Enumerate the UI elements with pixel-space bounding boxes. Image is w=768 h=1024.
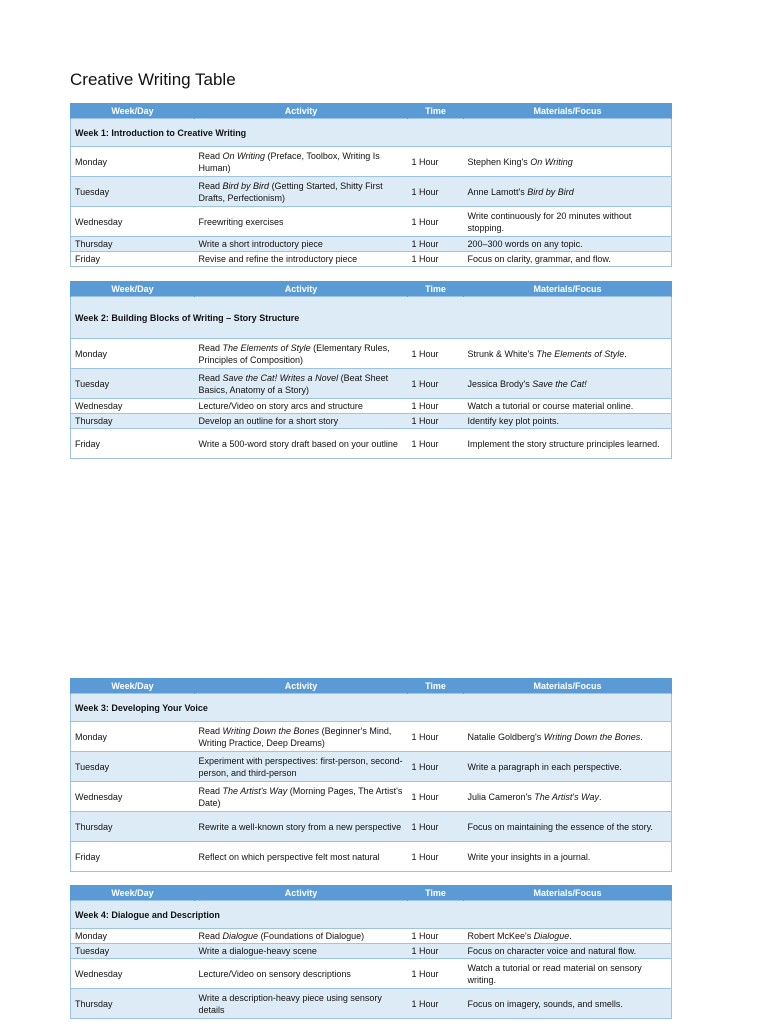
text-run: Anne Lamott's bbox=[467, 186, 528, 197]
text-run: Experiment with perspectives: first-person, second-person, and third-person bbox=[198, 755, 403, 778]
text-run: (Getting Started, Shitty First Drafts, Perfectionism) bbox=[198, 180, 383, 203]
table-row bbox=[71, 177, 672, 207]
text-run: Develop an outline for a short story bbox=[198, 416, 339, 426]
time-cell: 1 Hour bbox=[408, 944, 464, 959]
table-row bbox=[71, 207, 672, 237]
week-title: Week 4: Dialogue and Description bbox=[71, 901, 672, 929]
focus-cell bbox=[464, 429, 672, 459]
focus-cell bbox=[464, 177, 672, 207]
text-run: Focus on imagery, sounds, and smells. bbox=[467, 998, 623, 1009]
day-cell: Monday bbox=[71, 147, 195, 177]
time-cell: 1 Hour bbox=[408, 399, 464, 414]
text-run: . bbox=[624, 348, 627, 359]
week-table bbox=[70, 281, 672, 459]
book-title: The Elements of Style bbox=[222, 342, 311, 353]
activity-cell bbox=[195, 369, 408, 399]
book-title: The Elements of Style bbox=[536, 348, 625, 359]
activity-cell bbox=[195, 782, 408, 812]
time-cell: 1 Hour bbox=[408, 782, 464, 812]
week-title-row bbox=[71, 119, 672, 147]
text-run: Watch a tutorial or read material on sensory writing. bbox=[467, 962, 642, 985]
book-title: The Artist's Way bbox=[222, 785, 288, 796]
focus-cell bbox=[464, 842, 672, 872]
text-run: Focus on maintaining the essence of the story. bbox=[467, 821, 653, 832]
activity-cell bbox=[195, 207, 408, 237]
text-run: Write a 500-word story draft based on your outline bbox=[198, 438, 398, 449]
table-row bbox=[71, 429, 672, 459]
day-cell: Tuesday bbox=[71, 752, 195, 782]
book-title: Dialogue bbox=[222, 931, 259, 941]
day-cell: Wednesday bbox=[71, 782, 195, 812]
text-run: Rewrite a well-known story from a new perspective bbox=[198, 821, 402, 832]
table-row bbox=[71, 959, 672, 989]
focus-cell bbox=[464, 929, 672, 944]
week-title: Week 2: Building Blocks of Writing – Story Structure bbox=[71, 297, 672, 339]
column-header: Materials/Focus bbox=[464, 885, 672, 901]
time-cell: 1 Hour bbox=[408, 842, 464, 872]
activity-cell bbox=[195, 177, 408, 207]
day-cell: Wednesday bbox=[71, 959, 195, 989]
text-run: Identify key plot points. bbox=[467, 416, 560, 426]
book-title: On Writing bbox=[530, 156, 573, 167]
activity-cell bbox=[195, 842, 408, 872]
text-run: (Elementary Rules, Principles of Composition) bbox=[198, 342, 390, 365]
week-title-row bbox=[71, 297, 672, 339]
activity-cell bbox=[195, 752, 408, 782]
text-run: Reflect on which perspective felt most natural bbox=[198, 851, 380, 862]
column-header: Time bbox=[408, 281, 464, 297]
text-run: . bbox=[598, 791, 602, 802]
text-run: Lecture/Video on story arcs and structure bbox=[198, 401, 363, 411]
header-row bbox=[71, 103, 672, 119]
text-run: Freewriting exercises bbox=[198, 216, 284, 227]
text-run: Read bbox=[198, 180, 223, 191]
day-cell: Tuesday bbox=[71, 944, 195, 959]
column-header: Materials/Focus bbox=[464, 281, 672, 297]
day-cell: Tuesday bbox=[71, 177, 195, 207]
text-run: Robert McKee's bbox=[467, 931, 534, 941]
day-cell: Tuesday bbox=[71, 369, 195, 399]
day-cell: Friday bbox=[71, 429, 195, 459]
table-row bbox=[71, 339, 672, 369]
book-title: On Writing bbox=[222, 150, 266, 161]
activity-cell bbox=[195, 237, 408, 252]
time-cell: 1 Hour bbox=[408, 929, 464, 944]
table-row bbox=[71, 722, 672, 752]
text-run: Read bbox=[198, 785, 223, 796]
time-cell: 1 Hour bbox=[408, 237, 464, 252]
day-cell: Friday bbox=[71, 842, 195, 872]
column-header: Week/Day bbox=[71, 103, 195, 119]
focus-cell bbox=[464, 989, 672, 1019]
week-table bbox=[70, 103, 672, 267]
column-header: Time bbox=[408, 103, 464, 119]
time-cell: 1 Hour bbox=[408, 429, 464, 459]
text-run: (Preface, Toolbox, Writing Is Human) bbox=[198, 150, 380, 173]
table-row bbox=[71, 399, 672, 414]
day-cell: Wednesday bbox=[71, 207, 195, 237]
column-header: Activity bbox=[195, 885, 408, 901]
focus-cell bbox=[464, 207, 672, 237]
text-run: Write continuously for 20 minutes without stopping. bbox=[467, 210, 632, 233]
day-cell: Monday bbox=[71, 929, 195, 944]
book-title: Bird by Bird bbox=[222, 180, 270, 191]
time-cell: 1 Hour bbox=[408, 414, 464, 429]
column-header: Materials/Focus bbox=[464, 678, 672, 694]
text-run: Jessica Brody's bbox=[467, 378, 533, 389]
text-run: Write a description-heavy piece using sensory details bbox=[198, 992, 382, 1015]
text-run: Lecture/Video on sensory descriptions bbox=[198, 968, 351, 979]
book-title: Writing Down the Bones bbox=[222, 725, 320, 736]
column-header: Time bbox=[408, 885, 464, 901]
table-row bbox=[71, 147, 672, 177]
column-header: Activity bbox=[195, 281, 408, 297]
activity-cell bbox=[195, 147, 408, 177]
text-run: Stephen King's bbox=[467, 156, 531, 167]
column-header: Week/Day bbox=[71, 885, 195, 901]
table-row bbox=[71, 944, 672, 959]
table-row bbox=[71, 414, 672, 429]
table-row bbox=[71, 782, 672, 812]
week-table bbox=[70, 885, 672, 1019]
focus-cell bbox=[464, 944, 672, 959]
book-title: Bird by Bird bbox=[527, 186, 574, 197]
day-cell: Monday bbox=[71, 339, 195, 369]
text-run: Read bbox=[198, 931, 223, 941]
time-cell: 1 Hour bbox=[408, 752, 464, 782]
activity-cell bbox=[195, 959, 408, 989]
text-run: Write your insights in a journal. bbox=[467, 851, 591, 862]
text-run: Focus on character voice and natural flow. bbox=[467, 946, 637, 956]
text-run: Implement the story structure principles learned. bbox=[467, 438, 660, 449]
focus-cell bbox=[464, 959, 672, 989]
day-cell: Wednesday bbox=[71, 399, 195, 414]
focus-cell bbox=[464, 722, 672, 752]
week-title: Week 3: Developing Your Voice bbox=[71, 694, 672, 722]
header-row bbox=[71, 885, 672, 901]
text-run: Read bbox=[198, 342, 223, 353]
column-header: Time bbox=[408, 678, 464, 694]
text-run: 200–300 words on any topic. bbox=[467, 239, 583, 249]
time-cell: 1 Hour bbox=[408, 369, 464, 399]
text-run: Revise and refine the introductory piece bbox=[198, 254, 358, 264]
column-header: Materials/Focus bbox=[464, 103, 672, 119]
week-table bbox=[70, 678, 672, 872]
text-run: (Morning Pages, The Artist's Date) bbox=[198, 785, 403, 808]
focus-cell bbox=[464, 237, 672, 252]
table-row bbox=[71, 369, 672, 399]
day-cell: Thursday bbox=[71, 989, 195, 1019]
week-title-row bbox=[71, 901, 672, 929]
text-run: (Beginner's Mind, Writing Practice, Deep Dreams) bbox=[198, 725, 392, 748]
text-run: Write a paragraph in each perspective. bbox=[467, 761, 622, 772]
table-row bbox=[71, 929, 672, 944]
text-run: Read bbox=[198, 725, 223, 736]
book-title: Dialogue bbox=[533, 931, 570, 941]
book-title: Save the Cat! bbox=[532, 378, 587, 389]
activity-cell bbox=[195, 944, 408, 959]
time-cell: 1 Hour bbox=[408, 147, 464, 177]
time-cell: 1 Hour bbox=[408, 959, 464, 989]
activity-cell bbox=[195, 429, 408, 459]
time-cell: 1 Hour bbox=[408, 812, 464, 842]
time-cell: 1 Hour bbox=[408, 207, 464, 237]
activity-cell bbox=[195, 929, 408, 944]
text-run: (Foundations of Dialogue) bbox=[258, 931, 365, 941]
activity-cell bbox=[195, 812, 408, 842]
activity-cell bbox=[195, 989, 408, 1019]
activity-cell bbox=[195, 722, 408, 752]
text-run: Read bbox=[198, 372, 223, 383]
text-run: Watch a tutorial or course material online. bbox=[467, 401, 634, 411]
column-header: Activity bbox=[195, 678, 408, 694]
week-title: Week 1: Introduction to Creative Writing bbox=[71, 119, 672, 147]
activity-cell bbox=[195, 252, 408, 267]
page-title: Creative Writing Table bbox=[70, 70, 236, 89]
text-run: Natalie Goldberg's bbox=[467, 731, 544, 742]
time-cell: 1 Hour bbox=[408, 989, 464, 1019]
focus-cell bbox=[464, 752, 672, 782]
day-cell: Monday bbox=[71, 722, 195, 752]
header-row bbox=[71, 678, 672, 694]
text-run: Read bbox=[198, 150, 223, 161]
text-run: (Beat Sheet Basics, Anatomy of a Story) bbox=[198, 372, 389, 395]
text-run: . bbox=[569, 931, 572, 941]
column-header: Week/Day bbox=[71, 678, 195, 694]
text-run: Julia Cameron's bbox=[467, 791, 535, 802]
text-run: Strunk & White's bbox=[467, 348, 537, 359]
table-row bbox=[71, 252, 672, 267]
day-cell: Thursday bbox=[71, 414, 195, 429]
book-title: Save the Cat! Writes a Novel bbox=[222, 372, 339, 383]
focus-cell bbox=[464, 399, 672, 414]
focus-cell bbox=[464, 147, 672, 177]
focus-cell bbox=[464, 339, 672, 369]
table-row bbox=[71, 752, 672, 782]
book-title: Writing Down the Bones bbox=[543, 731, 641, 742]
activity-cell bbox=[195, 339, 408, 369]
text-run: Write a short introductory piece bbox=[198, 239, 323, 249]
header-row bbox=[71, 281, 672, 297]
focus-cell bbox=[464, 369, 672, 399]
focus-cell bbox=[464, 252, 672, 267]
time-cell: 1 Hour bbox=[408, 177, 464, 207]
table-row bbox=[71, 989, 672, 1019]
time-cell: 1 Hour bbox=[408, 722, 464, 752]
focus-cell bbox=[464, 414, 672, 429]
text-run: . bbox=[640, 731, 643, 742]
time-cell: 1 Hour bbox=[408, 339, 464, 369]
activity-cell bbox=[195, 414, 408, 429]
day-cell: Thursday bbox=[71, 237, 195, 252]
day-cell: Friday bbox=[71, 252, 195, 267]
table-row bbox=[71, 842, 672, 872]
time-cell: 1 Hour bbox=[408, 252, 464, 267]
text-run: Write a dialogue-heavy scene bbox=[198, 946, 317, 956]
table-row bbox=[71, 237, 672, 252]
column-header: Week/Day bbox=[71, 281, 195, 297]
table-row bbox=[71, 812, 672, 842]
focus-cell bbox=[464, 812, 672, 842]
week-title-row bbox=[71, 694, 672, 722]
text-run: Focus on clarity, grammar, and flow. bbox=[467, 254, 611, 264]
focus-cell bbox=[464, 782, 672, 812]
day-cell: Thursday bbox=[71, 812, 195, 842]
column-header: Activity bbox=[195, 103, 408, 119]
activity-cell bbox=[195, 399, 408, 414]
book-title: The Artist's Way bbox=[534, 791, 599, 802]
